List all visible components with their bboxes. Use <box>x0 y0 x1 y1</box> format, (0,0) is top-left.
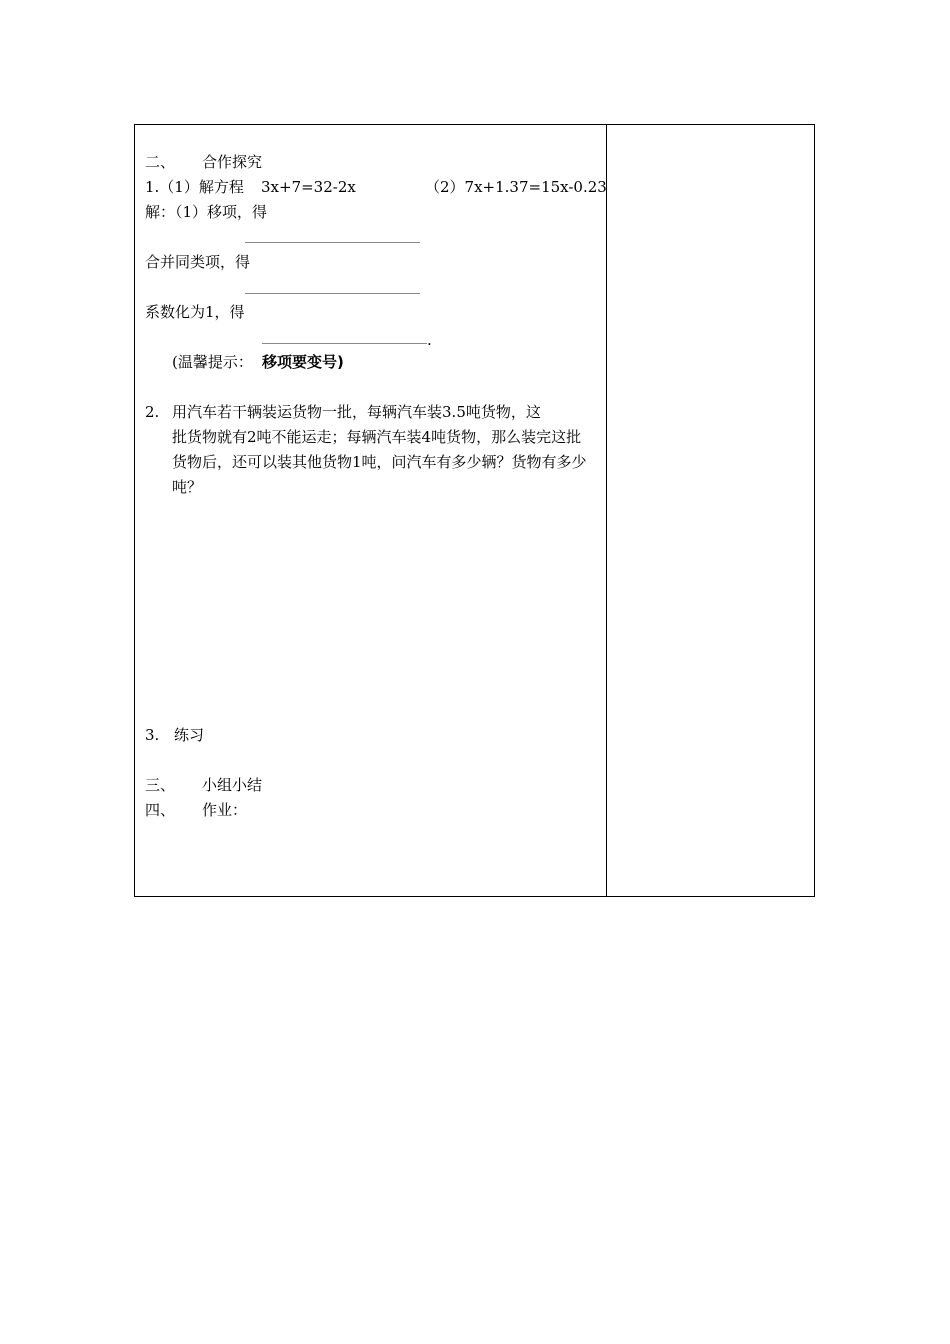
q1-prefix: 1.（1）解方程 <box>145 178 244 196</box>
q2-line-2: 批货物就有2吨不能运走；每辆汽车装4吨货物，那么装完这批 <box>172 428 582 446</box>
hint-prefix: (温馨提示： <box>172 353 253 371</box>
section-3-title: 小组小结 <box>202 776 263 794</box>
column-divider <box>606 124 607 897</box>
section-4-title: 作业： <box>202 801 248 819</box>
hint-emphasis: 移项要变号) <box>262 353 344 371</box>
q2-number: 2. <box>145 403 160 421</box>
q2-line-3: 货物后，还可以装其他货物1吨，问汽车有多少辆？货物有多少 <box>172 453 587 471</box>
q1-period: . <box>427 331 432 349</box>
q1-solution-intro: 解：（1）移项，得 <box>145 203 268 221</box>
q2-line-1: 用汽车若干辆装运货物一批，每辆汽车装3.5吨货物，这 <box>172 403 541 421</box>
q1-equation-1: 3x+7=32-2x <box>261 178 356 196</box>
q1-step-coefficient: 系数化为1，得 <box>145 303 245 321</box>
answer-blank-move-terms[interactable] <box>245 242 420 243</box>
section-2-number: 二、 <box>145 153 176 171</box>
section-3-number: 三、 <box>145 776 176 794</box>
answer-blank-coefficient[interactable] <box>262 343 427 344</box>
q1-step-combine: 合并同类项，得 <box>145 253 251 271</box>
answer-blank-combine[interactable] <box>245 293 420 294</box>
section-4-number: 四、 <box>145 801 176 819</box>
section-2-title: 合作探究 <box>202 153 263 171</box>
q3-label: 练习 <box>174 726 205 744</box>
q1-equation-2: （2）7x+1.37=15x-0.23 <box>425 178 607 196</box>
q2-line-4: 吨？ <box>172 478 203 496</box>
q3-number: 3. <box>145 726 160 744</box>
